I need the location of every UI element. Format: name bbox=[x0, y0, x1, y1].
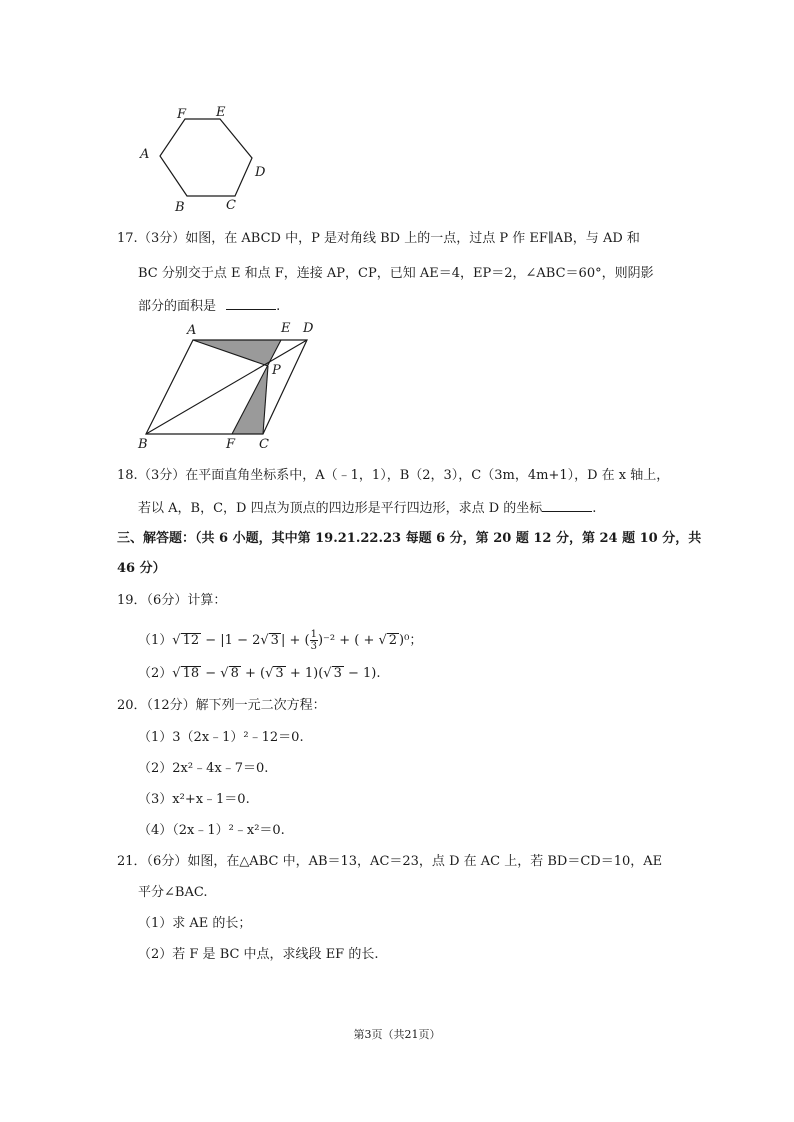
hexagon-label-d: D bbox=[255, 165, 266, 180]
q19-part1: （1）√ 12 − |1 − 2√ 3 | + ( $\frac{1}{3}$ )⁻² + ( + √ 2 )⁰； bbox=[138, 629, 423, 652]
q19-part2-sqrt8: 8 bbox=[230, 666, 239, 681]
para-label-f: F bbox=[226, 437, 236, 452]
hexagon-label-f: F bbox=[177, 107, 187, 122]
q21-item-1: （1）求 AE 的长； bbox=[138, 916, 252, 931]
q19-part1-abs-open: − |1 − 2 bbox=[205, 633, 261, 648]
hexagon-label-a: A bbox=[140, 147, 150, 162]
q19-part1-exp: )⁻² + ( + bbox=[317, 633, 379, 648]
q18-number: 18. bbox=[117, 468, 138, 483]
q18-line2 bbox=[138, 499, 596, 518]
q17-answer-blank bbox=[226, 297, 276, 310]
q18-line2-end: . bbox=[592, 501, 597, 516]
para-label-c: C bbox=[259, 437, 269, 452]
q19-part1-sqrt12: 12 bbox=[182, 633, 200, 648]
q17-number: 17. bbox=[117, 231, 138, 246]
q19-part2-label: （2） bbox=[138, 666, 173, 681]
q17-line3-end: . bbox=[276, 299, 281, 314]
q19-part1-end: )⁰； bbox=[399, 633, 423, 648]
para-label-e: E bbox=[281, 321, 291, 336]
parallelogram-figure bbox=[135, 318, 325, 458]
q18-line2-text: 若以 A，B，C，D 四点为顶点的四边形是平行四边形，求点 D 的坐标 bbox=[138, 501, 543, 516]
q19-part1-label: （1） bbox=[138, 633, 173, 648]
hexagon-figure bbox=[135, 100, 275, 215]
q20-item-2: （2）2x²﹣4x﹣7＝0. bbox=[138, 761, 269, 776]
q20-header: 20．（12分）解下列一元二次方程： bbox=[117, 698, 326, 713]
page-footer: 第3页（共21页） bbox=[353, 1028, 441, 1041]
q19-part2-sqrt18: 18 bbox=[182, 666, 200, 681]
para-label-p: P bbox=[272, 363, 281, 378]
q19-part2-sqrt3a: 3 bbox=[275, 666, 284, 681]
q19-part2-sqrt3b: 3 bbox=[333, 666, 342, 681]
q18-line1: （3分）在平面直角坐标系中，A（﹣1，1），B（2，3），C（3m，4m+1），D 在 x 轴上， bbox=[138, 468, 670, 483]
q20-item-1: （1）3（2x﹣1）²﹣12＝0. bbox=[138, 730, 304, 745]
q21-line2: 平分∠BAC. bbox=[138, 885, 208, 900]
q17-line3 bbox=[138, 297, 280, 316]
hexagon-shape bbox=[160, 119, 252, 196]
para-label-a: A bbox=[187, 323, 197, 338]
para-label-d: D bbox=[303, 321, 314, 336]
hexagon-label-b: B bbox=[175, 200, 185, 215]
q20-item-4: （4）（2x﹣1）²﹣x²＝0. bbox=[138, 823, 285, 838]
q19-part1-sqrt3: 3 bbox=[270, 633, 279, 648]
hexagon-label-e: E bbox=[216, 105, 226, 120]
q17-line1: （3分）如图，在 ABCD 中，P 是对角线 BD 上的一点，过点 P 作 EF∥AB，与 AD 和 bbox=[138, 231, 640, 246]
q21-item-2: （2）若 F 是 BC 中点，求线段 EF 的长. bbox=[138, 947, 379, 962]
section3-heading-line2: 46 分） bbox=[117, 561, 166, 576]
q19-part1-frac-den: 3 bbox=[310, 641, 317, 652]
q18-answer-blank bbox=[542, 499, 592, 512]
q19-header: 19．（6分）计算： bbox=[117, 593, 227, 608]
q19-part2: （2）√ 18 − √ 8 + (√ 3 + 1)(√ 3 − 1). bbox=[138, 666, 381, 681]
q19-part2-end: − 1). bbox=[343, 666, 381, 681]
hexagon-label-c: C bbox=[226, 198, 236, 213]
q19-part1-sqrt2: 2 bbox=[388, 633, 398, 648]
q19-part1-fraction bbox=[310, 629, 318, 652]
q20-item-3: （3）x²+x﹣1＝0. bbox=[138, 792, 250, 807]
q19-part2-plus: + ( bbox=[240, 666, 266, 681]
q17-line3-text: 部分的面积是 bbox=[138, 299, 217, 314]
q19-part2-mid: + 1)( bbox=[285, 666, 324, 681]
shaded-triangle-top bbox=[193, 340, 281, 366]
section3-heading-line1: 三、解答题：（共 6 小题，其中第 19.21.22.23 每题 6 分，第 20 题 12 分，第 24 题 10 分，共 bbox=[117, 531, 702, 546]
q19-part1-abs-close: | + ( bbox=[280, 633, 310, 648]
q17-line2: BC 分别交于点 E 和点 F，连接 AP，CP，已知 AE＝4，EP＝2，∠ABC＝60°，则阴影 bbox=[138, 266, 654, 281]
q19-part2-minus: − bbox=[201, 666, 221, 681]
para-label-b: B bbox=[138, 437, 148, 452]
q21-line1: 21．（6分）如图，在△ABC 中，AB＝13，AC＝23，点 D 在 AC 上，若 BD＝CD＝10，AE bbox=[117, 854, 663, 869]
q19-part1-frac-num: 1 bbox=[310, 629, 317, 640]
